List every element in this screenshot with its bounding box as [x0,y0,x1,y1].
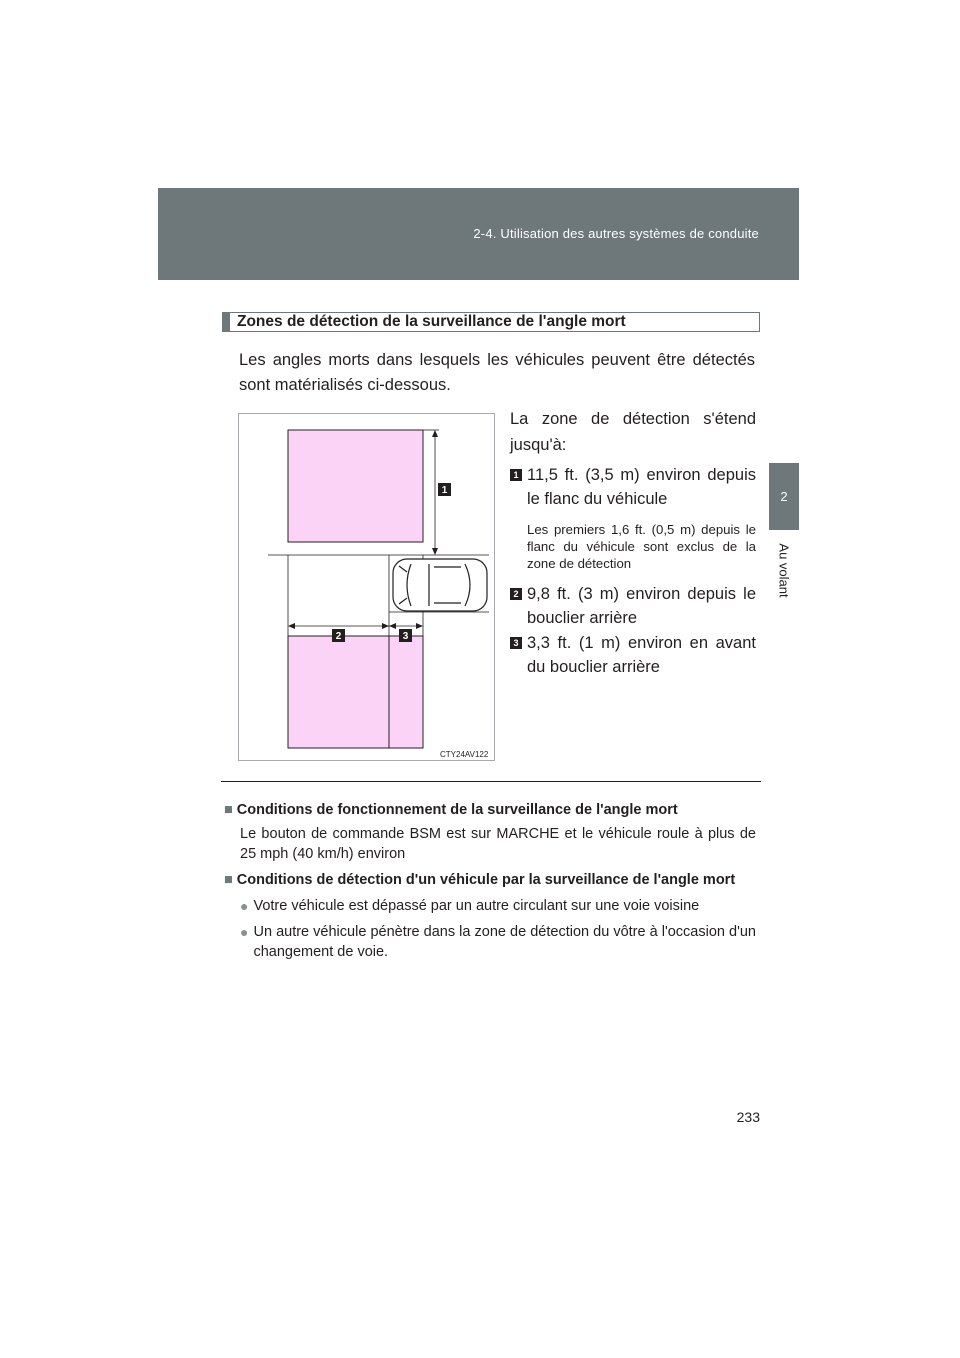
detection-lead [510,406,756,458]
svg-text:1: 1 [441,485,448,496]
chapter-label [769,530,799,610]
item-number-badge: 1 [510,469,522,481]
round-bullet-icon: ● [240,898,249,914]
chapter-number: 2 [780,489,788,504]
item-text: 9,8 ft. (3 m) environ depuis le bouclier arrière [527,585,756,627]
section-divider [221,781,761,782]
figure-code: CTY24AV122 [440,750,489,759]
operation-conditions [224,800,756,864]
car-icon [393,559,487,611]
rear-zone-area [288,636,423,748]
section-title [222,312,760,332]
detection-conditions [224,870,756,962]
svg-text:2: 2 [335,631,342,642]
item-text: 11,5 ft. (3,5 m) environ depuis le flanc du véhicule [527,466,756,508]
detection-zone-figure [238,413,495,761]
operation-conditions-title: ■ Conditions de fonctionnement de la surveillance de l'angle mort [224,802,678,818]
item-number-badge: 3 [510,637,522,649]
detection-conditions-title: ■ Conditions de détection d'un véhicule par la surveillance de l'angle mort [224,872,736,888]
side-zone-area [288,430,423,542]
detection-condition-item: ● Un autre véhicule pénètre dans la zone de détection du vôtre à l'occasion d'un changement de voie. [240,924,756,960]
chapter-name: Au volant [776,542,792,598]
detection-item-3 [510,631,756,679]
item-note: Les premiers 1,6 ft. (0,5 m) depuis le flanc du véhicule sont exclus de la zone de détection [527,522,756,571]
operation-conditions-body: Le bouton de commande BSM est sur MARCHE et le véhicule roule à plus de 25 mph (40 km/h) environ [240,826,756,862]
header-bar [158,188,799,280]
chapter-tab [769,463,799,530]
section-title-text: Zones de détection de la surveillance de l'angle mort [237,313,626,330]
page-number: 233 [736,1109,760,1125]
square-bullet-icon: ■ [224,872,233,888]
zone-label-3 [399,629,412,642]
item-text: 3,3 ft. (1 m) environ en avant du bouclier arrière [527,634,756,676]
square-bullet-icon: ■ [224,802,233,818]
detection-item-1 [510,463,756,572]
section-intro: Les angles morts dans lesquels les véhicules peuvent être détectés sont matérialisés ci-dessous. [239,351,755,394]
detection-lead-text: La zone de détection s'étend jusqu'à: [510,410,756,454]
detection-item-2 [510,582,756,630]
detection-condition-item: ● Votre véhicule est dépassé par un autre circulant sur une voie voisine [240,898,700,914]
section-title-marker [223,313,230,331]
header-section-title: 2-4. Utilisation des autres systèmes de conduite [473,226,759,241]
zone-label-1 [438,483,451,496]
detection-zone-diagram [239,414,494,760]
svg-text:3: 3 [402,631,409,642]
item-number-badge: 2 [510,588,522,600]
zone-label-2 [332,629,345,642]
round-bullet-icon: ● [240,924,249,940]
